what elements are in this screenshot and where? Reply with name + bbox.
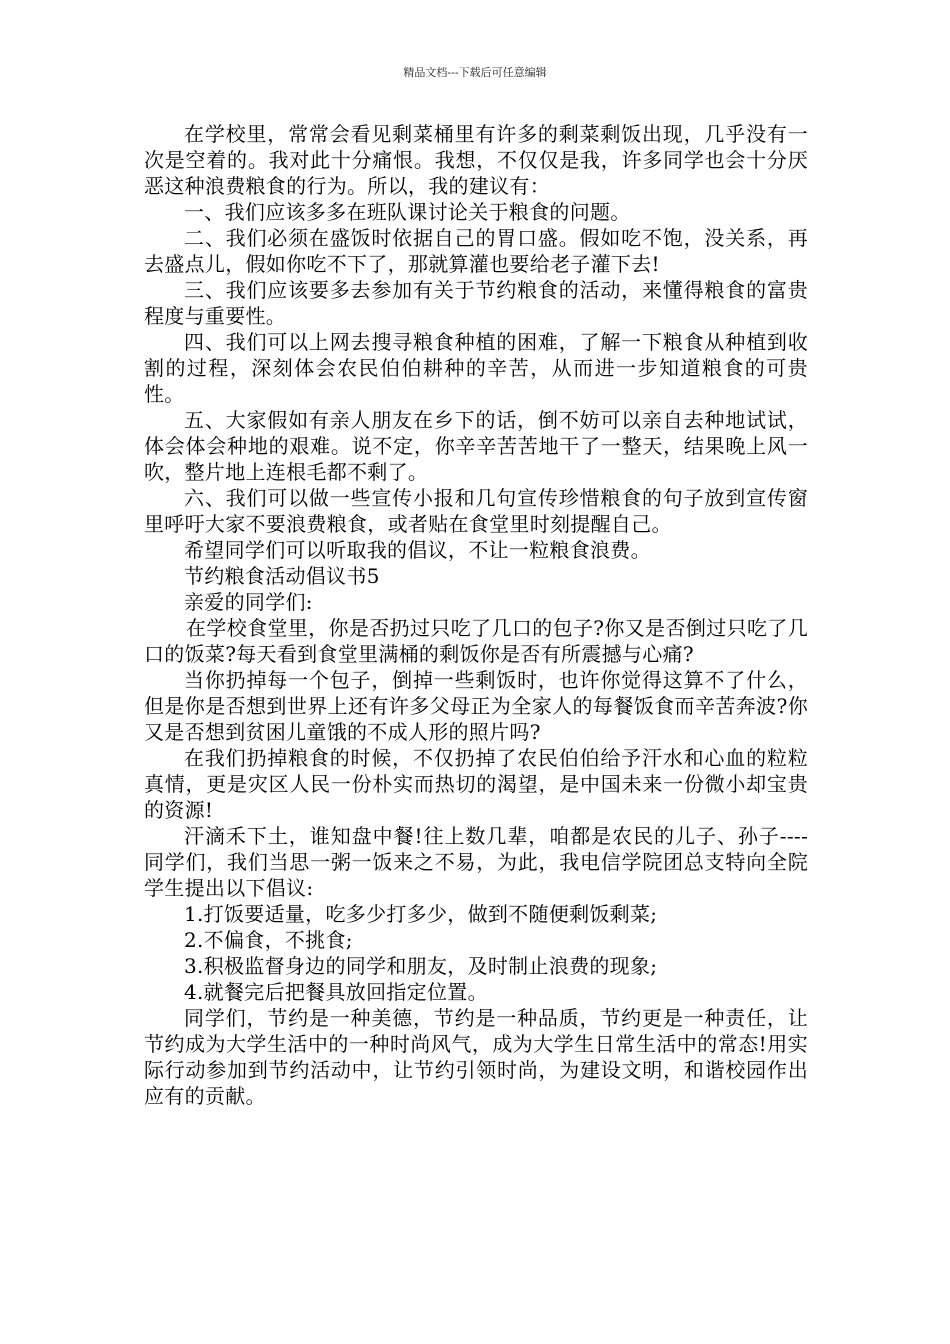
paragraph-conclusion: 同学们，节约是一种美德，节约是一种品质，节约更是一种责任，让节约成为大学生活中的一种时尚风气，成为大学生日常生活中的常态!用实际行动参加到节约活动中，让节约引领时尚，为建设文明，和谐校园作出应有的贡献。: [144, 1006, 808, 1108]
paragraph-intro: 在学校里，常常会看见剩菜桶里有许多的剩菜剩饭出现，几乎没有一次是空着的。我对此十分痛恨。我想，不仅仅是我，许多同学也会十分厌恶这种浪费粮食的行为。所以，我的建议有：: [144, 122, 808, 198]
closing-hope: 希望同学们可以听取我的倡议，不让一粒粮食浪费。: [184, 538, 651, 562]
suggestion-5: 五、大家假如有亲人朋友在乡下的话，倒不妨可以亲自去种地试试，体会体会种地的艰难。说不定，你辛辛苦苦地干了一整天，结果晚上风一吹，整片地上连根毛都不剩了。: [144, 408, 808, 484]
proposal-item-1: 1.打饭要适量，吃多少打多少，做到不随便剩饭剩菜;: [184, 902, 658, 926]
document-body: [144, 121, 808, 1109]
paragraph-farmers: 在我们扔掉粮食的时候，不仅扔掉了农民伯伯给予汗水和心血的粒粒真情，更是灾区人民一份朴实而热切的渴望，是中国未来一份微小却宝贵的资源!: [144, 746, 808, 822]
proposal-item-4: 4.就餐完后把餐具放回指定位置。: [184, 980, 488, 1004]
suggestion-4: 四、我们可以上网去搜寻粮食种植的困难，了解一下粮食从种植到收割的过程，深刻体会农民伯伯耕种的辛苦，从而进一步知道粮食的可贵性。: [144, 330, 808, 406]
section-title: 节约粮食活动倡议书5: [184, 564, 380, 588]
suggestion-1: 一、我们应该多多在班队课讨论关于粮食的问题。: [184, 200, 631, 224]
salutation: 亲爱的同学们:: [184, 590, 313, 614]
proposal-item-2: 2.不偏食，不挑食;: [184, 928, 353, 952]
paragraph-waste: 当你扔掉每一个包子，倒掉一些剩饭时，也许你觉得这算不了什么，但是你是否想到世界上还有许多父母正为全家人的每餐饭食而辛苦奔波?你又是否想到贫困儿童饿的不成人形的照片吗?: [144, 668, 808, 744]
suggestion-6: 六、我们可以做一些宣传小报和几句宣传珍惜粮食的句子放到宣传窗里呼吁大家不要浪费粮食，或者贴在食堂里时刻提醒自己。: [144, 486, 808, 536]
paragraph-proposal: 汗滴禾下土，谁知盘中餐!往上数几辈，咱都是农民的儿子、孙子----同学们，我们当思一粥一饭来之不易，为此，我电信学院团总支特向全院学生提出以下倡议:: [144, 824, 808, 900]
suggestion-2: 二、我们必须在盛饭时依据自己的胃口盛。假如吃不饱，没关系，再去盛点儿，假如你吃不下了，那就算灌也要给老子灌下去!: [144, 226, 808, 276]
page-header: 精品文档---下载后可任意编辑: [403, 66, 547, 79]
proposal-item-3: 3.积极监督身边的同学和朋友，及时制止浪费的现象;: [184, 954, 658, 978]
paragraph-canteen: 在学校食堂里，你是否扔过只吃了几口的包子?你又是否倒过只吃了几口的饭菜?每天看到食堂里满桶的剩饭你是否有所震撼与心痛?: [144, 616, 808, 666]
suggestion-3: 三、我们应该要多去参加有关于节约粮食的活动，来懂得粮食的富贵程度与重要性。: [144, 278, 808, 328]
